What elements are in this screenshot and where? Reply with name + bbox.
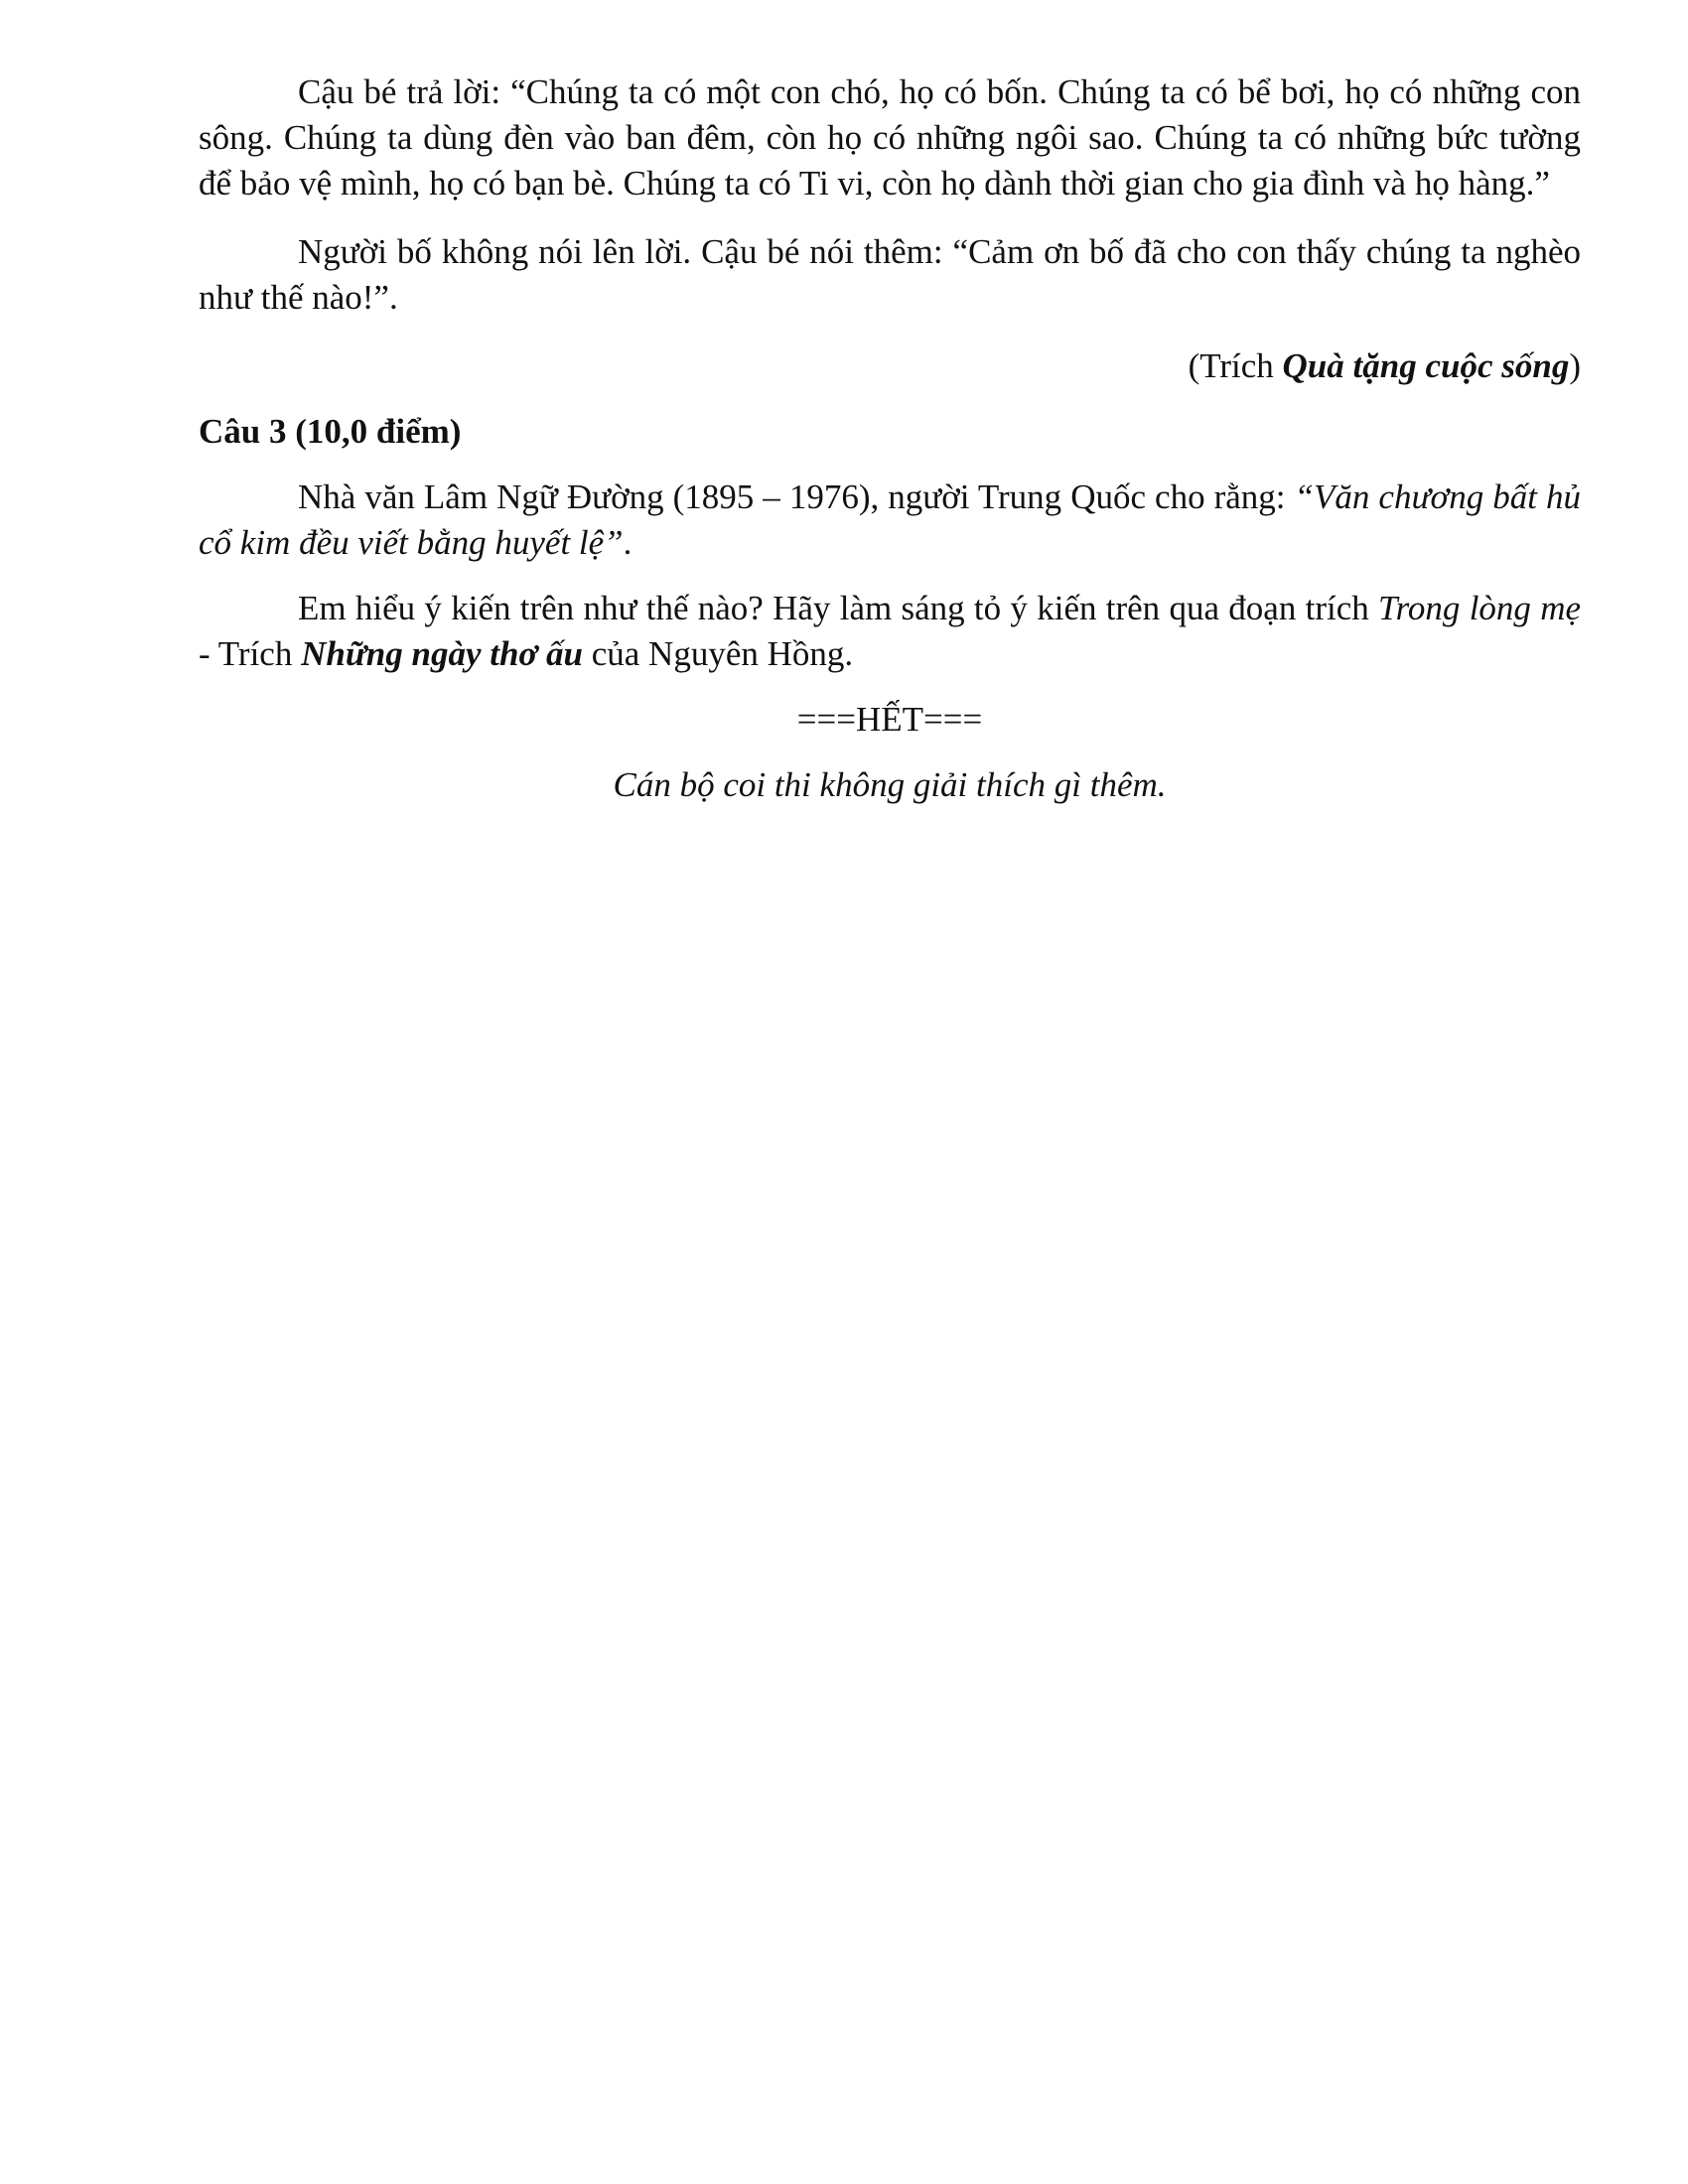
quote-end: .	[623, 523, 633, 562]
question-3-task-paragraph	[199, 586, 1581, 677]
question-3-quote-paragraph	[199, 475, 1581, 566]
source-title: Quà tặng cuộc sống	[1282, 346, 1570, 385]
source-close: )	[1569, 346, 1581, 385]
story-source	[199, 343, 1581, 389]
story-paragraph-1: Cậu bé trả lời: “Chúng ta có một con chó, họ có bốn. Chúng ta có bể bơi, họ có những con sông. Chúng ta dùng đèn vào ban đêm, còn họ có những ngôi sao. Chúng ta có những bức tường để bảo vệ mình, họ có bạn bè. Chúng ta có Ti vi, còn họ dành thời gian cho gia đình và họ hàng.”	[199, 72, 1581, 203]
quote-text: “Văn chương bất hủ cổ kim đều viết bằng huyết lệ”	[199, 478, 1582, 562]
task-start: Em hiểu ý kiến trên như thế nào? Hãy làm sáng tỏ ý kiến trên qua đoạn trích	[298, 589, 1379, 627]
invigilator-note: Cán bộ coi thi không giải thích gì thêm.	[613, 765, 1167, 804]
end-mark: ===HẾT===	[796, 700, 983, 739]
excerpt-title: Trong lòng mẹ	[1378, 589, 1582, 627]
source-open: (Trích	[1188, 346, 1283, 385]
story-paragraph-2: Người bố không nói lên lời. Cậu bé nói thêm: “Cảm ơn bố đã cho con thấy chúng ta nghèo như thế nào!”.	[199, 232, 1581, 317]
task-end: của Nguyên Hồng.	[582, 634, 854, 673]
exam-page	[199, 69, 1581, 808]
quote-intro: Nhà văn Lâm Ngữ Đường (1895 – 1976), người Trung Quốc cho rằng:	[298, 478, 1295, 516]
question-3-heading: Câu 3 (10,0 điểm)	[199, 412, 462, 451]
task-mid: - Trích	[199, 634, 302, 673]
book-title: Những ngày thơ ấu	[301, 634, 583, 673]
